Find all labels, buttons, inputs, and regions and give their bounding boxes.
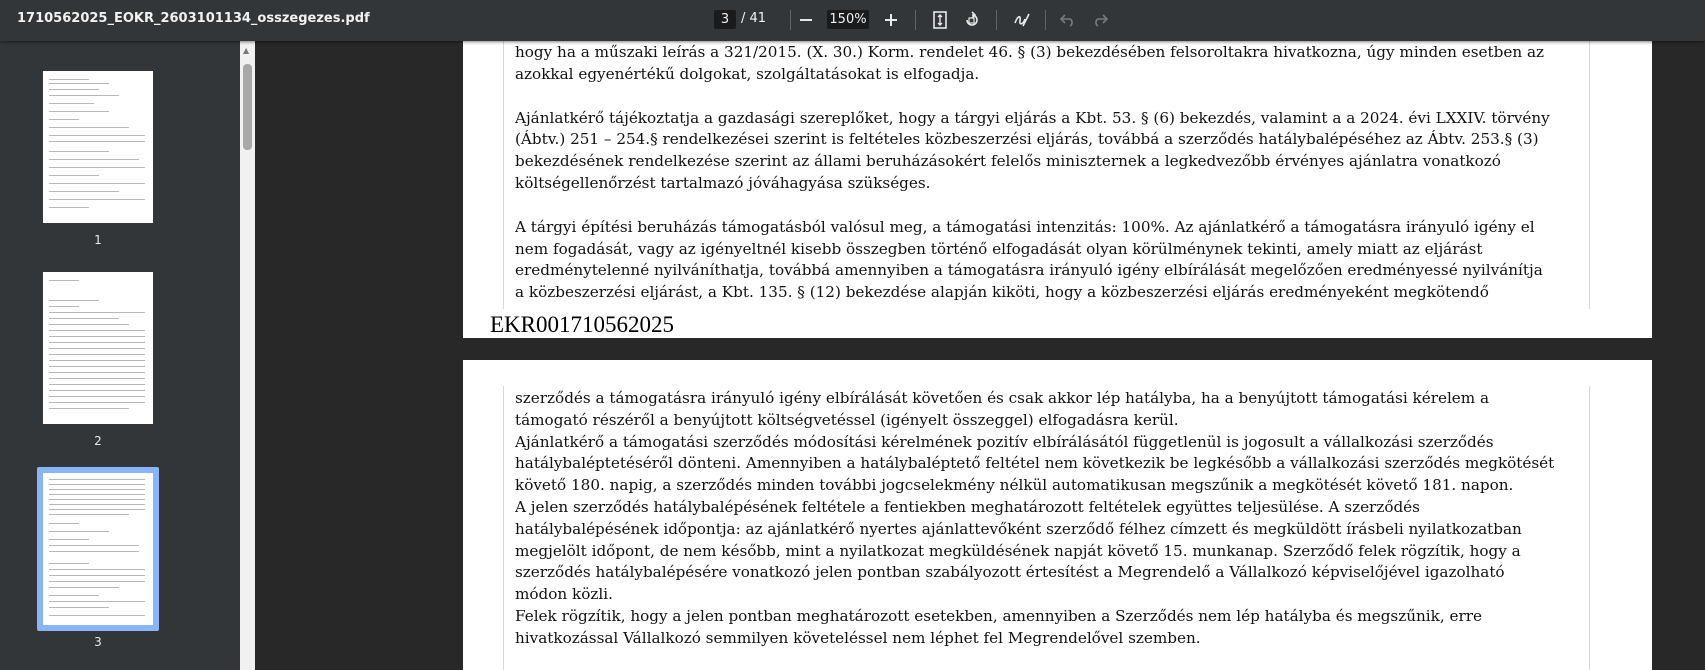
paragraph <box>515 42 1565 86</box>
paragraph <box>515 217 1565 304</box>
text-line: a közbeszerzési eljárást, a Kbt. 135. § (12) bekezdése alapján kiköti, hogy a közbeszerzési eljárás eredményeként megkötendő <box>515 283 1489 302</box>
pdf-page <box>463 360 1652 670</box>
rotate-icon[interactable] <box>960 8 984 32</box>
page-text-block <box>515 42 1565 304</box>
text-line: (Ábtv.) 251 – 254.§ rendelkezései szerint is feltételes közbeszerzési eljárás, továbbá a szerződés hatálybalépéséhez az Ábtv. 253.§ (3) <box>515 130 1539 149</box>
annotate-icon[interactable] <box>1010 8 1034 32</box>
page-thumbnail-1[interactable] <box>43 71 153 223</box>
text-line: hatálybaléptetéséről dönteni. Amennyiben a hatálybaléptető feltétel nem következik be legkésőbb a vállalkozási szerződés megkötését <box>515 454 1555 473</box>
text-line: bekezdésének rendelkezése szerint az állami beruházásokért felelős miniszternek a legkedvezőbb érvényes ajánlatra vonatkozó <box>515 152 1501 171</box>
zoom-out-icon[interactable] <box>794 8 818 32</box>
page-margin-line <box>503 41 504 309</box>
undo-icon[interactable] <box>1056 8 1080 32</box>
text-line: követő 180. napig, a szerződés minden további jogcselekmény nélkül automatikusan megszűnik a megkötését követő 181. napon. <box>515 476 1514 495</box>
text-line: módon közli. <box>515 585 613 604</box>
page-number-input[interactable]: 3 <box>714 10 736 29</box>
sidebar-scrollbar-thumb[interactable] <box>243 64 252 150</box>
paragraph <box>515 108 1565 195</box>
text-line: Ajánlatkérő tájékoztatja a gazdasági szereplőket, hogy a tárgyi eljárás a Kbt. 53. § (6) bekezdés, valamint a a 2024. évi LXXIV. törvény <box>515 108 1550 127</box>
text-line: A jelen szerződés hatálybalépésének feltétele a fentiekben meghatározott feltételek együttes teljesülése. A szerződés <box>515 497 1420 516</box>
text-line: nem fogadását, vagy az igényeltnél kisebb összegben történő elfogadását olyan körülménynek tekinti, amely miatt az eljárást <box>515 239 1483 258</box>
text-line: megjelölt időpont, de nem később, mint a nyilatkozat megküldésének napját követő 15. munkanap. Szerződő felek rögzítik, hogy a <box>515 541 1521 560</box>
pdf-page <box>463 41 1652 338</box>
page-margin-line <box>503 386 504 670</box>
text-line: szerződés hatálybalépésére vonatkozó jelen pontban szabályozott értesítést a Megrendelő a Vállalkozó képviselőjével igazolható <box>515 563 1505 582</box>
text-line: költségellenőrzést tartalmazó jóváhagyása szükséges. <box>515 173 931 192</box>
text-line: hatálybalépésének időpontja: az ajánlatkérő nyertes ajánlattevőként szerződő félhez címzett és megküldött írásbeli nyilatkozatban <box>515 519 1522 538</box>
page-text-block <box>515 388 1565 650</box>
zoom-level-input[interactable]: 150% <box>827 10 869 29</box>
text-line: Felek rögzítik, hogy a jelen pontban meghatározott esetekben, amennyiben a Szerződés nem lép hatályba és megszűnik, erre <box>515 606 1482 625</box>
pdf-toolbar <box>0 0 1705 41</box>
text-line: eredménytelenné nyilváníthatja, továbbá amennyiben a támogatásra irányuló igény elbírálását megelőzően eredményessé nyilvánítja <box>515 261 1543 280</box>
toolbar-divider <box>1045 10 1046 30</box>
redo-icon[interactable] <box>1088 8 1112 32</box>
page-thumbnail-label: 3 <box>94 635 102 649</box>
page-thumbnail-3[interactable] <box>43 473 153 625</box>
text-line: A tárgyi építési beruházás támogatásból valósul meg, a támogatási intenzitás: 100%. Az ajánlatkérő a támogatásra irányuló igény el <box>515 217 1535 236</box>
text-line: támogató részéről a benyújtott költségvetéssel (igényelt összeggel) elfogadásra kerül. <box>515 410 1179 429</box>
text-line: hivatkozással Vállalkozó semmilyen követeléssel nem léphet fel Megrendelővel szemben. <box>515 628 1201 647</box>
page-footer-id: EKR001710562025 <box>490 312 674 337</box>
page-thumbnail-label: 1 <box>94 233 102 247</box>
zoom-in-icon[interactable] <box>879 8 903 32</box>
text-line: azokkal egyenértékű dolgokat, szolgáltatásokat is elfogadja. <box>515 64 980 83</box>
page-margin-line <box>1589 386 1590 670</box>
page-margin-line <box>1589 41 1590 309</box>
file-name: 1710562025_EOKR_2603101134_osszegezes.pdf <box>17 11 370 26</box>
thumbnail-sidebar <box>0 41 240 670</box>
text-line: Ajánlatkérő a támogatási szerződés módosítási kérelmének pozitív elbírálásától függetlenül is jogosult a vállalkozási szerződés <box>515 432 1494 451</box>
text-line: szerződés a támogatásra irányuló igény elbírálását követően és csak akkor lép hatályba, ha a benyújtott támogatási kérelem a <box>515 389 1490 407</box>
page-thumbnail-2[interactable] <box>43 272 153 424</box>
toolbar-divider <box>996 10 997 30</box>
toolbar-divider <box>790 10 791 30</box>
page-total: / 41 <box>741 11 767 26</box>
fit-page-icon[interactable] <box>928 8 952 32</box>
scroll-up-arrow-icon[interactable]: ▲ <box>243 46 250 55</box>
text-line: hogy ha a műszaki leírás a 321/2015. (X. 30.) Korm. rendelet 46. § (3) bekezdésében felsoroltakra hivatkozna, úgy minden esetben az <box>515 43 1545 61</box>
toolbar-divider <box>915 10 916 30</box>
page-thumbnail-label: 2 <box>94 434 102 448</box>
